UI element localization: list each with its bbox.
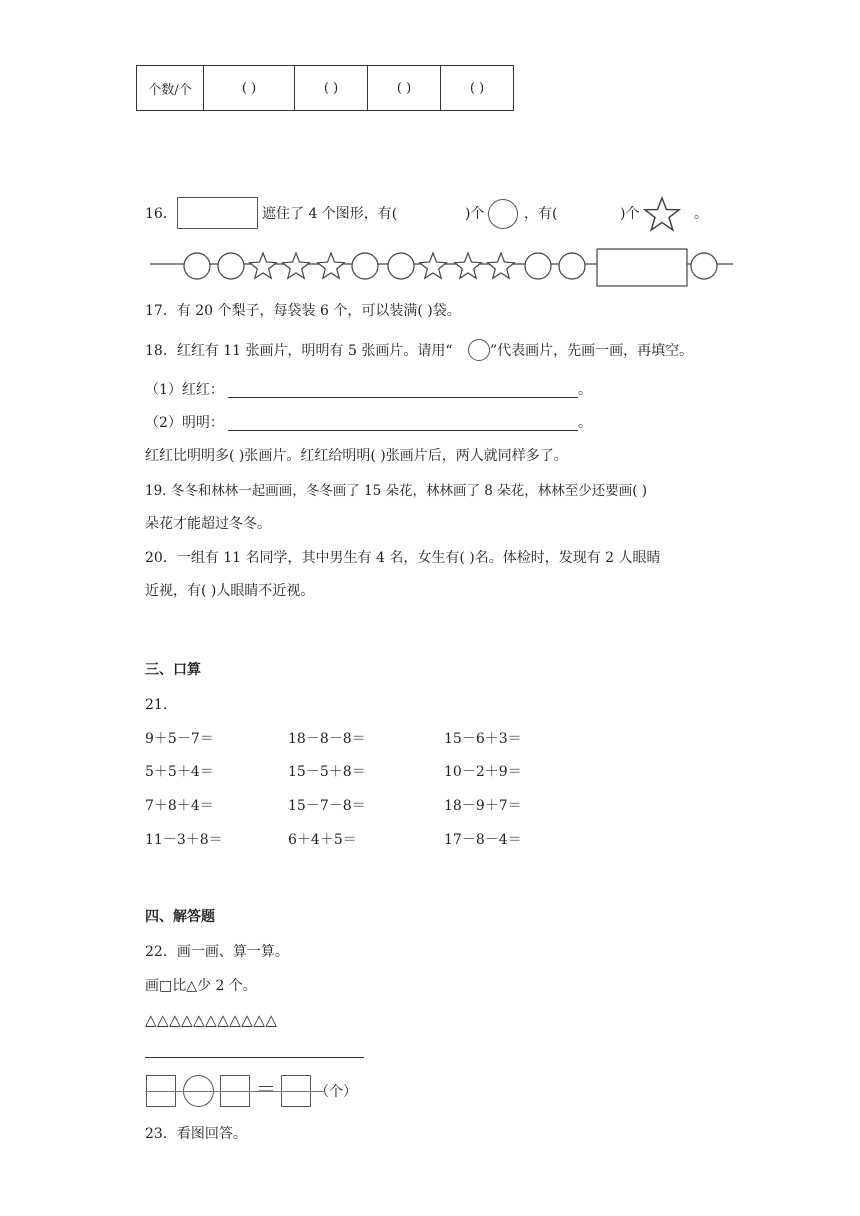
bead-circle (388, 253, 414, 279)
answer-blank[interactable]: ( ) (204, 66, 295, 111)
q16-text-d: )个 (620, 206, 640, 222)
bead-star (250, 253, 277, 278)
q22-instruction: 画□比△少 2 个。 (145, 978, 257, 994)
bead-circle (184, 253, 210, 279)
oral-item: 10－2＋9＝ (444, 764, 522, 780)
q18-sub1-label: （1）红红： (145, 382, 224, 398)
q16-text-b: )个 (465, 206, 485, 222)
q16-text-e: 。 (694, 206, 708, 222)
oral-item: 11－3＋8＝ (145, 832, 223, 848)
row-label: 个数/个 (137, 66, 204, 111)
q18-fill: 红红比明明多( )张画片。红红给明明( )张画片后，两人就同样多了。 (145, 448, 568, 464)
table-row (137, 66, 514, 111)
bead-circle (525, 253, 551, 279)
q17-text: 17．有 20 个梨子，每袋装 6 个，可以装满( )袋。 (145, 303, 461, 319)
bead-string (148, 244, 738, 294)
circle-icon (468, 339, 490, 361)
section-title: 四、解答题 (145, 909, 215, 925)
q18-text-b: ”代表画片，先画一画，再填空。 (490, 343, 694, 359)
q23-title: 23．看图回答。 (145, 1126, 247, 1142)
oral-item: 18－8－8＝ (288, 731, 366, 747)
unit-label: （个） (315, 1084, 357, 1100)
q21-number: 21． (145, 697, 177, 713)
answer-line[interactable] (228, 397, 578, 398)
answer-line[interactable] (145, 1057, 364, 1058)
answer-blank[interactable]: ( ) (295, 66, 368, 111)
answer-blank[interactable]: ( ) (441, 66, 514, 111)
q19-line1: 19. 冬冬和林林一起画画，冬冬画了 15 朵花，林林画了 8 朵花，林林至少还要画( ) (145, 483, 648, 499)
q20-line2: 近视，有( )人眼睛不近视。 (145, 583, 315, 599)
bead-circle (352, 253, 378, 279)
q16-text-c: ，有( (524, 206, 558, 222)
cover-box (597, 249, 687, 286)
bead-circle (218, 253, 244, 279)
q19-line2: 朵花才能超过冬冬。 (145, 516, 271, 532)
oral-item: 5＋5＋4＝ (145, 764, 214, 780)
star-icon (643, 196, 681, 232)
oral-item: 7＋8＋4＝ (145, 798, 214, 814)
answer-blank[interactable]: ( ) (368, 66, 441, 111)
oral-item: 17－8－4＝ (444, 832, 522, 848)
bead-circle (559, 253, 585, 279)
answer-line[interactable] (228, 430, 578, 431)
oral-item: 6＋4＋5＝ (288, 832, 357, 848)
q18-text-a: 18．红红有 11 张画片，明明有 5 张画片。请用“ (145, 343, 453, 359)
bead-star (283, 253, 310, 278)
oral-item: 15－6＋3＝ (444, 731, 522, 747)
circle-icon (488, 199, 518, 229)
baseline-rule (145, 1091, 325, 1092)
oral-item: 9＋5－7＝ (145, 731, 214, 747)
bead-star (455, 253, 482, 278)
bead-star (420, 253, 447, 278)
q16-number: 16． (145, 206, 177, 222)
q18-sub2-end: 。 (578, 415, 592, 431)
oral-item: 15－5＋8＝ (288, 764, 366, 780)
q16-text-a: 遮住了 4 个图形，有( (262, 206, 398, 222)
oral-item: 18－9＋7＝ (444, 798, 522, 814)
oral-item: 15－7－8＝ (288, 798, 366, 814)
bead-star (318, 253, 345, 278)
q22-title: 22．画一画、算一算。 (145, 944, 289, 960)
q18-sub2-label: （2）明明： (145, 415, 224, 431)
cover-box (177, 197, 258, 229)
bead-star (488, 253, 515, 278)
q18-sub1-end: 。 (578, 382, 592, 398)
triangle-row: △△△△△△△△△△△ (145, 1011, 278, 1029)
equals-sign: ＝ (256, 1077, 276, 1101)
q20-line1: 20．一组有 11 名同学，其中男生有 4 名，女生有( )名。体检时，发现有 2 人眼睛 (145, 550, 661, 566)
bead-circle (691, 253, 717, 279)
count-table (136, 65, 514, 111)
section-title: 三、口算 (145, 662, 201, 678)
